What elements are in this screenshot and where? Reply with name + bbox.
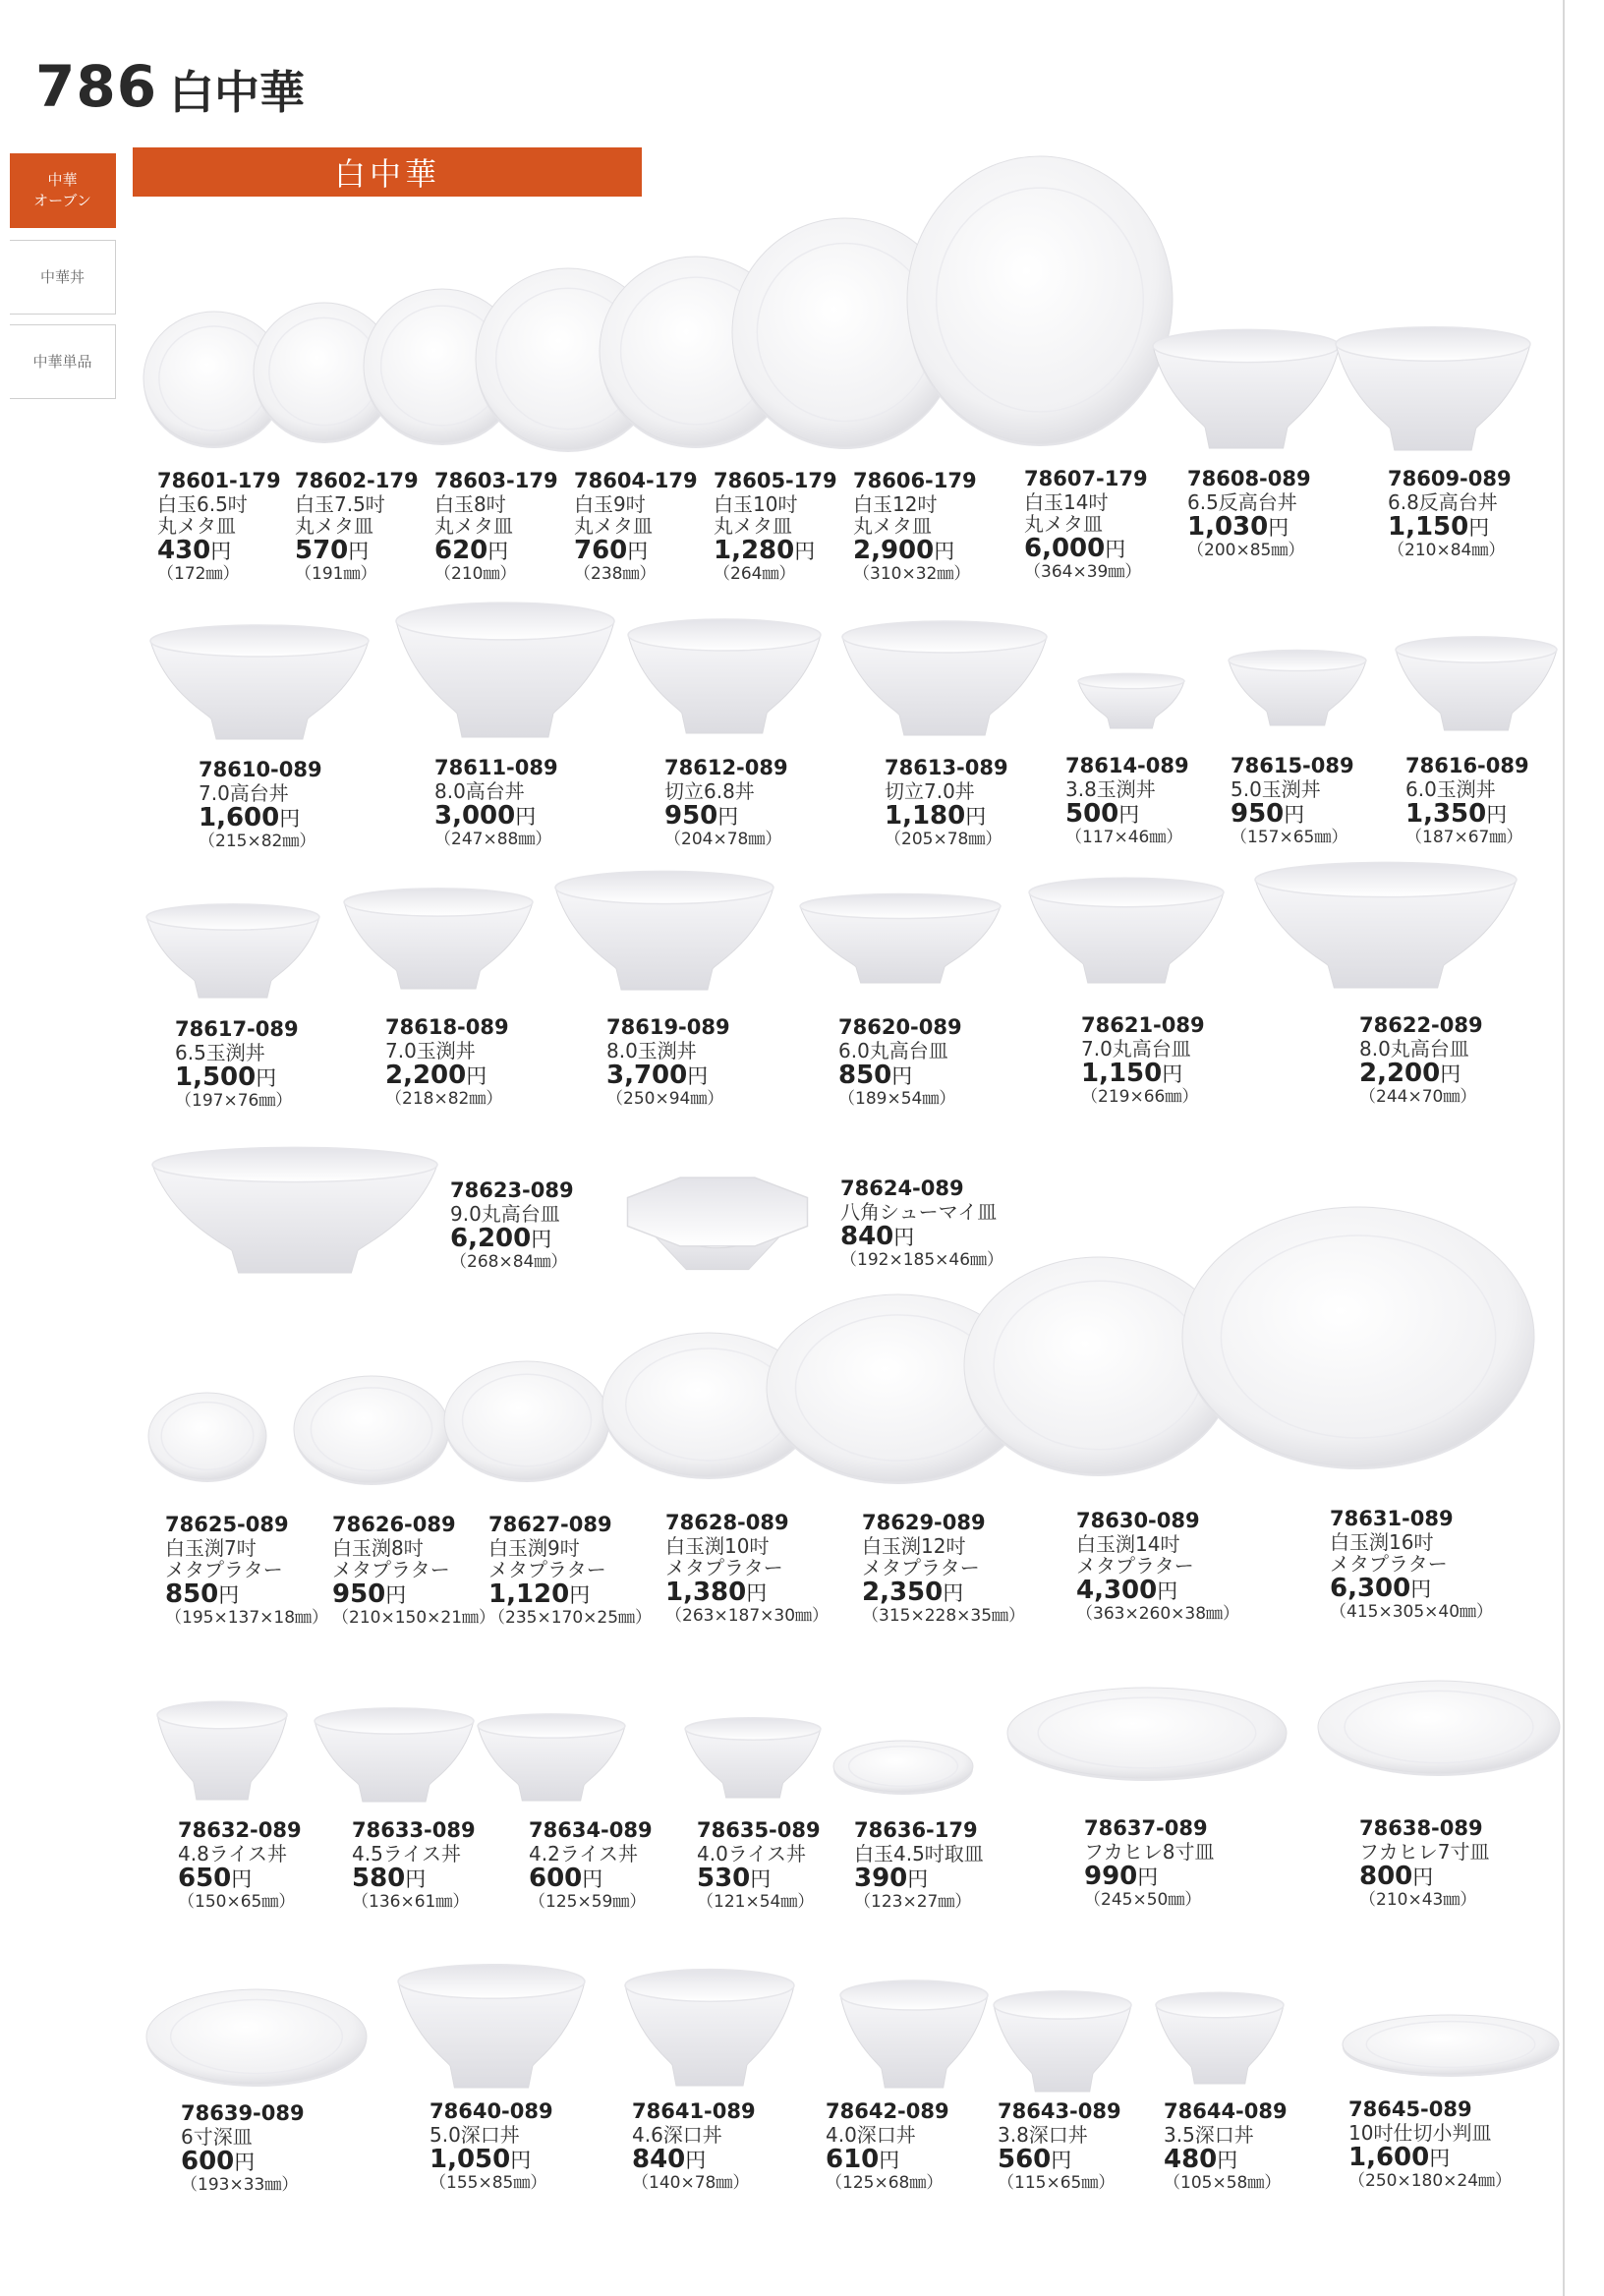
product-size: （195×137×18㎜）: [165, 1608, 329, 1629]
product-price: 6,300円: [1330, 1574, 1432, 1604]
product-item: [574, 470, 698, 584]
product-price: 3,700円: [606, 1060, 709, 1090]
product-size: （210㎜）: [434, 564, 517, 585]
product-code: 78633-089: [352, 1818, 476, 1842]
product-price: 840円: [632, 2144, 707, 2174]
product-size: （310×32㎜）: [853, 564, 971, 585]
product-code: 78645-089: [1348, 2097, 1472, 2121]
product-size: （210×84㎜）: [1388, 541, 1506, 561]
product-item: [838, 1016, 962, 1109]
product-code: 78642-089: [826, 2099, 949, 2123]
product-name: 10吋仕切小判皿: [1348, 2120, 1492, 2145]
product-price: 580円: [352, 1863, 427, 1893]
product-item: [430, 2100, 553, 2193]
product-price: 530円: [697, 1863, 772, 1893]
product-size: （125×59㎜）: [529, 1892, 647, 1913]
product-code: 78613-089: [885, 756, 1008, 779]
product-item: [854, 1819, 984, 1912]
product-code: 78629-089: [862, 1511, 986, 1534]
product-name: 8.0丸高台皿: [1359, 1036, 1469, 1061]
product-code: 78605-179: [714, 469, 837, 492]
product-size: （121×54㎜）: [697, 1892, 815, 1913]
product-code: 78637-089: [1084, 1816, 1208, 1840]
product-name: メタプラター: [665, 1555, 783, 1579]
product-item: [714, 470, 837, 584]
bowl-photo: [840, 1980, 988, 2088]
product-name: 4.2ライス丼: [529, 1841, 639, 1866]
product-name: 丸メタ皿: [853, 513, 932, 538]
product-size: （136×61㎜）: [352, 1892, 470, 1913]
product-code: 78627-089: [488, 1513, 612, 1536]
product-name: フカヒレ8寸皿: [1084, 1839, 1215, 1864]
product-price: 1,120円: [488, 1579, 591, 1610]
product-name: 7.0高台丼: [199, 780, 289, 805]
product-name: 4.0深口丼: [826, 2122, 916, 2147]
product-name: 4.5ライス丼: [352, 1841, 462, 1866]
bowl-photo: [1255, 862, 1517, 988]
product-price: 390円: [854, 1863, 929, 1893]
product-code: 78634-089: [529, 1818, 653, 1842]
product-size: （205×78㎜）: [885, 830, 1002, 850]
product-name: 5.0玉渕丼: [1231, 776, 1321, 801]
product-price: 1,500円: [175, 1062, 277, 1092]
product-item: [175, 1018, 299, 1111]
product-item: [885, 757, 1008, 849]
bowl-photo: [625, 1970, 794, 2086]
product-price: 6,200円: [450, 1223, 552, 1253]
product-code: 78608-089: [1187, 467, 1311, 490]
product-item: [181, 2102, 305, 2195]
product-item: [165, 1514, 328, 1628]
product-name: メタプラター: [1330, 1551, 1448, 1576]
product-name: 6寸深皿: [181, 2124, 253, 2149]
bowl-photo: [344, 889, 533, 989]
product-name: 白玉6.5吋: [157, 491, 248, 516]
product-item: [1231, 755, 1354, 847]
product-item: [199, 759, 322, 851]
product-price: 2,200円: [385, 1060, 487, 1090]
product-item: [1359, 1817, 1490, 1910]
product-name: 白玉7.5吋: [295, 491, 385, 516]
product-name: フカヒレ7寸皿: [1359, 1839, 1490, 1864]
product-size: （115×65㎜）: [998, 2173, 1116, 2194]
product-code: 78628-089: [665, 1511, 789, 1534]
product-price: 6,000円: [1024, 534, 1126, 564]
product-code: 78607-179: [1024, 467, 1148, 490]
product-name: 白玉渕10吋: [665, 1533, 770, 1558]
product-item: [697, 1819, 821, 1912]
product-price: 1,050円: [430, 2144, 532, 2174]
product-name: 6.8反高台丼: [1388, 489, 1498, 514]
bowl-photo: [396, 603, 614, 737]
product-price: 800円: [1359, 1861, 1434, 1891]
product-item: [1024, 468, 1148, 582]
product-price: 850円: [838, 1060, 913, 1090]
product-item: [1405, 755, 1529, 847]
product-price: 4,300円: [1076, 1576, 1178, 1606]
product-code: 78644-089: [1164, 2099, 1288, 2123]
product-name: 丸メタ皿: [295, 513, 373, 538]
product-name: 6.0丸高台皿: [838, 1038, 948, 1062]
product-code: 78641-089: [632, 2099, 756, 2123]
product-size: （244×70㎜）: [1359, 1087, 1477, 1108]
product-name: 丸メタ皿: [574, 513, 653, 538]
product-price: 2,350円: [862, 1578, 964, 1608]
product-size: （140×78㎜）: [632, 2173, 750, 2194]
product-price: 760円: [574, 536, 649, 566]
product-price: 1,180円: [885, 800, 987, 831]
bowl-photo: [1029, 878, 1224, 983]
product-code: 78636-179: [854, 1818, 978, 1842]
product-item: [488, 1514, 652, 1628]
product-size: （197×76㎜）: [175, 1091, 293, 1112]
product-item: [332, 1514, 495, 1628]
product-size: （123×27㎜）: [854, 1892, 972, 1913]
product-size: （363×260×38㎜）: [1076, 1604, 1240, 1625]
bowl-photo: [146, 904, 319, 998]
product-code: 78624-089: [840, 1177, 964, 1200]
page-title: 白中華: [169, 66, 305, 119]
product-code: 78623-089: [450, 1178, 574, 1202]
product-code: 78626-089: [332, 1513, 456, 1536]
product-code: 78622-089: [1359, 1013, 1483, 1037]
bowl-photo: [1336, 327, 1530, 450]
product-code: 78617-089: [175, 1017, 299, 1041]
product-price: 2,200円: [1359, 1058, 1461, 1088]
product-size: （415×305×40㎜）: [1330, 1602, 1494, 1623]
product-code: 78632-089: [178, 1818, 302, 1842]
product-name: 八角シューマイ皿: [840, 1199, 998, 1224]
product-name: メタプラター: [862, 1555, 980, 1579]
product-size: （364×39㎜）: [1024, 562, 1142, 583]
product-code: 78615-089: [1231, 754, 1354, 777]
product-name: 6.5玉渕丼: [175, 1040, 265, 1064]
product-code: 78619-089: [606, 1015, 730, 1039]
product-size: （125×68㎜）: [826, 2173, 944, 2194]
product-code: 78618-089: [385, 1015, 509, 1039]
product-code: 78602-179: [295, 469, 419, 492]
product-name: 4.0ライス丼: [697, 1841, 807, 1866]
product-item: [665, 1512, 829, 1626]
product-price: 650円: [178, 1863, 253, 1893]
product-code: 78643-089: [998, 2099, 1121, 2123]
product-code: 78601-179: [157, 469, 281, 492]
bowl-photo: [1078, 673, 1184, 728]
product-item: [1348, 2098, 1512, 2191]
product-size: （210×43㎜）: [1359, 1890, 1477, 1911]
bowl-photo: [478, 1714, 625, 1801]
product-price: 950円: [332, 1579, 407, 1610]
product-name: 白玉12吋: [853, 491, 938, 516]
product-size: （193×33㎜）: [181, 2175, 299, 2196]
product-code: 78620-089: [838, 1015, 962, 1039]
product-price: 1,030円: [1187, 511, 1289, 542]
product-name: 6.5反高台丼: [1187, 489, 1297, 514]
product-size: （264㎜）: [714, 564, 796, 585]
product-name: 白玉渕9吋: [488, 1535, 580, 1560]
product-name: 白玉4.5吋取皿: [854, 1841, 984, 1866]
product-code: 78611-089: [434, 756, 558, 779]
product-name: 8.0玉渕丼: [606, 1038, 697, 1062]
product-item: [1076, 1510, 1239, 1624]
product-item: [1065, 755, 1189, 847]
product-size: （210×150×21㎜）: [332, 1608, 496, 1629]
plate-photo: [148, 1393, 266, 1482]
product-item: [1187, 468, 1311, 560]
bowl-photo: [152, 1147, 437, 1273]
product-size: （245×50㎜）: [1084, 1890, 1202, 1911]
product-name: 9.0丸高台皿: [450, 1201, 560, 1226]
product-name: 白玉10吋: [714, 491, 798, 516]
product-price: 1,280円: [714, 536, 816, 566]
product-code: 78616-089: [1405, 754, 1529, 777]
product-code: 78610-089: [199, 758, 322, 781]
product-name: 丸メタ皿: [434, 513, 513, 538]
product-name: 白玉渕7吋: [165, 1535, 257, 1560]
product-name: メタプラター: [488, 1557, 606, 1581]
product-price: 1,600円: [1348, 2142, 1451, 2172]
product-size: （150×65㎜）: [178, 1892, 296, 1913]
bowl-photo: [994, 1991, 1131, 2092]
product-name: 7.0丸高台皿: [1081, 1036, 1191, 1061]
product-size: （247×88㎜）: [434, 830, 552, 850]
product-price: 600円: [181, 2146, 256, 2176]
product-item: [385, 1016, 509, 1109]
product-code: 78604-179: [574, 469, 698, 492]
product-item: [840, 1177, 1003, 1270]
product-size: （155×85㎜）: [430, 2173, 547, 2194]
product-price: 570円: [295, 536, 370, 566]
bowl-photo: [150, 625, 369, 739]
product-name: メタプラター: [165, 1557, 283, 1581]
product-name: メタプラター: [332, 1557, 450, 1581]
product-price: 990円: [1084, 1861, 1159, 1891]
product-price: 1,150円: [1388, 511, 1490, 542]
product-price: 600円: [529, 1863, 603, 1893]
page-number: 786: [35, 53, 158, 120]
product-size: （263×187×30㎜）: [665, 1606, 830, 1627]
bowl-photo: [685, 1718, 821, 1798]
product-item: [178, 1819, 302, 1912]
bowl-photo: [1229, 650, 1366, 725]
product-size: （235×170×25㎜）: [488, 1608, 653, 1629]
product-price: 950円: [664, 800, 739, 831]
product-item: [853, 470, 977, 584]
plate-photo: [294, 1376, 449, 1485]
product-item: [434, 470, 558, 584]
plate-photo: [833, 1741, 973, 1795]
product-item: [434, 757, 558, 849]
product-name: 丸メタ皿: [1024, 511, 1103, 536]
product-code: 78614-089: [1065, 754, 1189, 777]
octagon-plate-photo: [628, 1177, 808, 1270]
product-item: [1388, 468, 1512, 560]
product-item: [998, 2100, 1121, 2193]
product-code: 78621-089: [1081, 1013, 1205, 1037]
plate-photo: [1318, 1681, 1560, 1776]
product-name: 4.6深口丼: [632, 2122, 722, 2147]
product-name: 白玉渕14吋: [1076, 1531, 1180, 1556]
product-item: [632, 2100, 756, 2193]
product-name: 3.8深口丼: [998, 2122, 1088, 2147]
bowl-photo: [555, 871, 773, 990]
bowl-photo: [842, 621, 1047, 735]
product-item: [450, 1179, 574, 1272]
bowl-photo: [628, 619, 821, 733]
plate-photo: [1343, 2015, 1559, 2077]
product-size: （219×66㎜）: [1081, 1087, 1199, 1108]
product-code: 78625-089: [165, 1513, 289, 1536]
product-price: 2,900円: [853, 536, 955, 566]
product-price: 840円: [840, 1221, 915, 1251]
product-price: 850円: [165, 1579, 240, 1610]
product-size: （172㎜）: [157, 564, 240, 585]
product-item: [664, 757, 788, 849]
product-size: （191㎜）: [295, 564, 377, 585]
product-item: [1081, 1014, 1205, 1107]
product-size: （250×94㎜）: [606, 1089, 724, 1110]
product-price: 1,150円: [1081, 1058, 1183, 1088]
product-name: 8.0高台丼: [434, 778, 525, 803]
product-code: 78631-089: [1330, 1507, 1454, 1530]
product-size: （157×65㎜）: [1231, 828, 1348, 848]
product-name: 5.0深口丼: [430, 2122, 520, 2147]
product-size: （200×85㎜）: [1187, 541, 1305, 561]
product-name: 3.8玉渕丼: [1065, 776, 1156, 801]
product-name: 白玉8吋: [434, 491, 506, 516]
bowl-photo: [1156, 1992, 1284, 2084]
product-code: 78640-089: [430, 2099, 553, 2123]
product-item: [1359, 1014, 1483, 1107]
product-size: （192×185×46㎜）: [840, 1250, 1004, 1271]
plate-photo: [146, 1989, 367, 2087]
product-code: 78609-089: [1388, 467, 1512, 490]
product-code: 78639-089: [181, 2101, 305, 2125]
product-item: [1084, 1817, 1215, 1910]
product-item: [1164, 2100, 1288, 2193]
bowl-photo: [800, 894, 1001, 983]
product-price: 1,600円: [199, 802, 301, 832]
product-price: 3,000円: [434, 800, 537, 831]
product-item: [295, 470, 419, 584]
product-price: 620円: [434, 536, 509, 566]
plate-photo: [907, 156, 1173, 446]
product-price: 1,350円: [1405, 798, 1508, 829]
product-price: 430円: [157, 536, 232, 566]
product-size: （238㎜）: [574, 564, 657, 585]
product-name: 白玉9吋: [574, 491, 646, 516]
product-item: [1330, 1508, 1493, 1622]
product-name: 3.5深口丼: [1164, 2122, 1254, 2147]
product-code: 78603-179: [434, 469, 558, 492]
product-item: [529, 1819, 653, 1912]
product-price: 500円: [1065, 798, 1140, 829]
product-name: 白玉渕16吋: [1330, 1529, 1434, 1554]
bowl-photo: [1153, 329, 1340, 448]
product-name: メタプラター: [1076, 1553, 1194, 1578]
product-item: [157, 470, 281, 584]
product-item: [352, 1819, 476, 1912]
product-name: 6.0玉渕丼: [1405, 776, 1496, 801]
product-size: （204×78㎜）: [664, 830, 782, 850]
product-size: （268×84㎜）: [450, 1252, 568, 1273]
product-name: 切立7.0丼: [885, 778, 975, 803]
product-name: 白玉14吋: [1024, 489, 1109, 514]
product-name: 切立6.8丼: [664, 778, 755, 803]
side-tab-chuka-don[interactable]: 中華丼: [10, 240, 116, 315]
product-price: 1,380円: [665, 1578, 768, 1608]
product-size: （187×67㎜）: [1405, 828, 1523, 848]
section-banner: 白中華: [133, 147, 642, 197]
product-name: 丸メタ皿: [157, 513, 236, 538]
product-code: 78635-089: [697, 1818, 821, 1842]
product-name: 7.0玉渕丼: [385, 1038, 476, 1062]
bowl-photo: [315, 1708, 474, 1802]
product-code: 78630-089: [1076, 1509, 1200, 1532]
product-size: （315×228×35㎜）: [862, 1606, 1026, 1627]
product-code: 78638-089: [1359, 1816, 1483, 1840]
product-price: 610円: [826, 2144, 900, 2174]
bowl-photo: [157, 1701, 287, 1800]
side-tab-chuka-oven[interactable]: 中華 オーブン: [10, 153, 116, 228]
product-size: （215×82㎜）: [199, 832, 316, 852]
product-size: （105×58㎜）: [1164, 2173, 1282, 2194]
product-name: 4.8ライス丼: [178, 1841, 288, 1866]
plate-photo: [444, 1361, 609, 1482]
product-name: 白玉渕12吋: [862, 1533, 966, 1558]
product-item: [862, 1512, 1025, 1626]
product-price: 560円: [998, 2144, 1072, 2174]
bowl-photo: [398, 1965, 585, 2088]
product-item: [606, 1016, 730, 1109]
product-item: [826, 2100, 949, 2193]
product-price: 480円: [1164, 2144, 1238, 2174]
product-code: 78606-179: [853, 469, 977, 492]
bowl-photo: [1396, 637, 1557, 730]
product-price: 950円: [1231, 798, 1305, 829]
product-size: （250×180×24㎜）: [1348, 2171, 1513, 2192]
plate-photo: [1007, 1688, 1287, 1781]
side-tab-chuka-tanpin[interactable]: 中華単品: [10, 324, 116, 399]
plate-photo: [1182, 1207, 1534, 1469]
product-name: 丸メタ皿: [714, 513, 792, 538]
product-name: 白玉渕8吋: [332, 1535, 424, 1560]
product-code: 78612-089: [664, 756, 788, 779]
product-size: （117×46㎜）: [1065, 828, 1183, 848]
product-size: （218×82㎜）: [385, 1089, 503, 1110]
product-size: （189×54㎜）: [838, 1089, 956, 1110]
